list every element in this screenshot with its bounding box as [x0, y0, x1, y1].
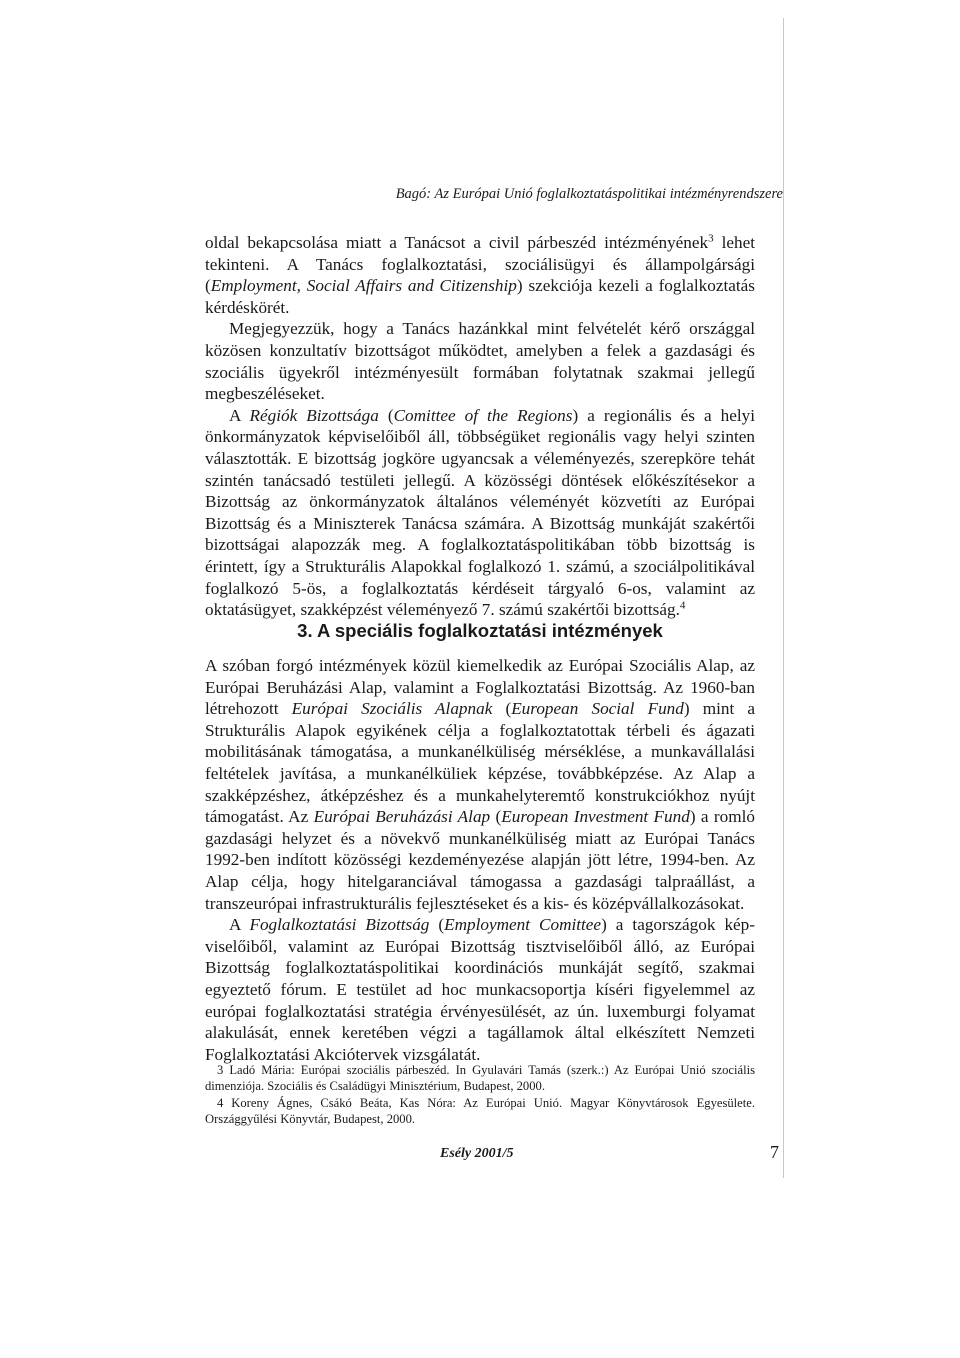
footnote-ref-4[interactable]: 4 — [679, 599, 686, 612]
italic-term: Comittee of the Regions — [393, 405, 573, 425]
text: ) szekciója kezeli a foglalkoztatás kérdéskörét. — [205, 276, 755, 317]
text: ) a regionális és a helyi önkormányzatok képviselőiből áll, többségüket regionális vagy helyi szinten választották. E bizottság jogköre ugyancsak a véleményezés, szerepköre tehát szintén tanácsadó testületi jellegű. A közösségi döntések előkészítésekor a Bizottság az önkormányzatok általános véleményét közvetíti az Európai Bizottság és a Miniszterek Tanácsa számára. A Bizottság munkáját szakértői bizottságai alapozzák meg. A foglalkoztatáspolitikában több bizottság is érintett, így a Strukturális Alapokkal foglalkozó 1. számú, a szociálpolitikával foglalkozó 5-ös, a foglalkoztatás kérdéseit tárgyaló 6-os, valamint az oktatásügyet, szakképzést véleményező 7. számú szakértői bizottság. — [205, 405, 756, 620]
italic-term: Employment Comittee — [444, 915, 602, 935]
body-text-top — [205, 232, 755, 621]
paragraph-1 — [205, 232, 755, 318]
text: A — [229, 915, 250, 935]
text: ) a tagországok képviselőiből, valamint az Európai Bizottság tisztviselőiből álló, az Európai Bizottság foglalkoztatáspolitikai koordinációs munkáját segítő, szakmai egyeztető fórum. E testület ad hoc munkacsoportja kíséri figyelemmel az európai foglalkoztatási stratégia érvényesülését, az ún. luxemburgi folyamat alakulását, ennek keretében végzi a tagállamok által elkészített Nemzeti Foglalkoztatási Akciótervek vizsgálatát. — [205, 915, 755, 1064]
text: ( — [429, 915, 445, 935]
italic-term: Régiók Bizottsága — [249, 405, 379, 425]
italic-term: European Social Fund — [511, 699, 684, 719]
italic-term: Európai Beruházási Alap — [313, 807, 491, 827]
italic-term: Foglalkoztatási Bizottság — [249, 915, 430, 935]
footnotes — [205, 1062, 755, 1128]
italic-term: Employment, Social Affairs and Citizenship — [210, 276, 517, 296]
paragraph-5 — [205, 914, 755, 1065]
running-head: Bagó: Az Európai Unió foglalkoztatáspolitikai intézményrendszere — [395, 186, 783, 202]
text: lehet tekinteni. A Tanács foglalkoztatási, szociálisügyi és állampolgársági ( — [205, 233, 755, 296]
section-heading: 3. A speciális foglalkoztatási intézmények — [297, 620, 663, 641]
text: ( — [492, 699, 512, 719]
text: ) mint a Strukturális Alapok egyikének célja a foglalkoztatottak térbeli és ágazati mobilitásának támogatása, a munkanélküliség mérséklése, a munkavállalási feltételek javítása, a munkanélküliek képzése, továbbképzése. Az Alap a szakképzéshez, átképzéshez és a munkahelyteremtő konstrukciókhoz nyújt támogatást. Az — [205, 699, 755, 827]
text: A — [229, 405, 250, 425]
footnote-4: 4 Koreny Ágnes, Csákó Beáta, Kas Nóra: Az Európai Unió. Magyar Könyvtárosok Egyesülete. Országgyűlési Könyvtár, Budapest, 2000. — [205, 1095, 755, 1127]
footnote-ref-3[interactable]: 3 — [708, 232, 714, 245]
footer-journal: Esély 2001/5 — [440, 1146, 514, 1161]
body-text-bottom — [205, 655, 755, 1065]
italic-term: Európai Szociális Alapnak — [291, 699, 493, 719]
text: oldal bekapcsolása miatt a Tanácsot a civil párbeszéd intézményének — [205, 233, 709, 252]
footnote-3: 3 Ladó Mária: Európai szociális párbeszéd. In Gyulavári Tamás (szerk.:) Az Európai Unió szociális dimenziója. Szociális és Családügyi Minisztérium, Budapest, 2000. — [205, 1063, 755, 1094]
text: A szóban forgó intézmények közül kiemelkedik az Európai Szociális Alap, az Európai Beruházási Alap, valamint a Foglalkoztatási Bizottság. Az 1960-ban létrehozott — [205, 656, 755, 719]
page-number: 7 — [770, 1142, 779, 1162]
italic-term: European Investment Fund — [501, 807, 690, 827]
text: ( — [490, 807, 502, 827]
text: ( — [378, 405, 394, 425]
paragraph-3 — [205, 405, 755, 621]
text: ) a romló gazdasági helyzet és a növekvő munkanélküliség miatt az Európai Tanács 1992-ben indított közösségi kezdeményezése alapján jött létre, 1994-ben. Az Alap célja, hogy hitelgaranciával támogassa a gazdasági talpraállást, a transzeurópai infrastrukturális fejlesztéseket és a kis- és középvállalkozásokat. — [205, 807, 755, 913]
paragraph-2: Megjegyezzük, hogy a Tanács hazánkkal mint felvételét kérő országgal közösen konzultatív bizottságot működtet, amelyben a felek a gazdasági és szociális ügyekről intézményesült formában folytatnak szakmai jellegű megbeszéléseket. — [205, 319, 755, 404]
margin-rule — [783, 18, 784, 1178]
paragraph-4 — [205, 655, 755, 914]
